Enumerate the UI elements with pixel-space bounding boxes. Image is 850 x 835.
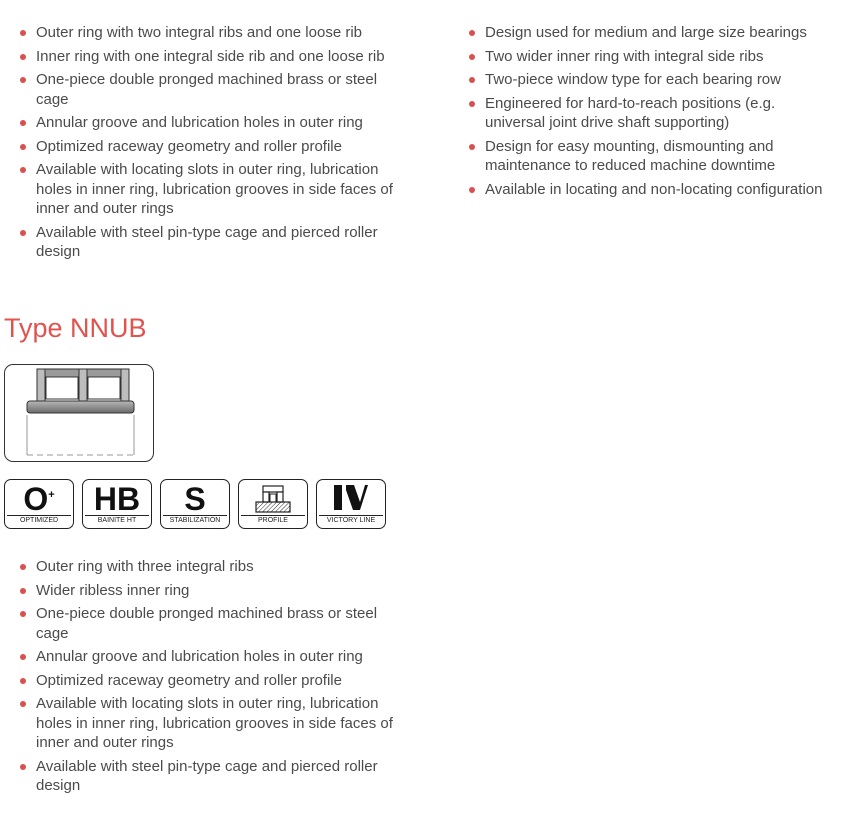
list-item: Available with steel pin-type cage and pierced roller design bbox=[4, 757, 404, 796]
feature-list-top-right bbox=[453, 23, 850, 203]
outer-rib-right bbox=[121, 369, 129, 401]
bullet-dot bbox=[20, 564, 26, 570]
bullet-dot bbox=[20, 144, 26, 150]
list-item: Outer ring with three integral ribs bbox=[4, 557, 404, 577]
bearing-drawing bbox=[5, 365, 152, 460]
optimized-icon: O+ bbox=[23, 481, 55, 517]
list-item: Available with steel pin-type cage and pierced roller design bbox=[4, 223, 404, 262]
victory-line-icon bbox=[317, 480, 384, 516]
bullet-dot bbox=[20, 764, 26, 770]
list-item: One-piece double pronged machined brass or steel cage bbox=[4, 604, 404, 643]
outer-rib-center bbox=[79, 369, 87, 401]
bullet-dot bbox=[20, 654, 26, 660]
bullet-dot bbox=[20, 611, 26, 617]
bullet-dot bbox=[20, 701, 26, 707]
outer-rib-left bbox=[37, 369, 45, 401]
list-item: Engineered for hard-to-reach positions (e.g. universal joint drive shaft supporting) bbox=[453, 94, 825, 133]
list-item: Annular groove and lubrication holes in outer ring bbox=[4, 647, 404, 667]
bainite-icon: HB bbox=[93, 481, 141, 517]
bullet-dot bbox=[20, 77, 26, 83]
list-item: Design used for medium and large size bearings bbox=[453, 23, 850, 43]
list-item: Available with locating slots in outer ring, lubrication holes in inner ring, lubrication grooves in side faces of inner and outer rings bbox=[4, 694, 404, 753]
badge-caption: STABILIZATION bbox=[163, 515, 227, 526]
bullet-dot bbox=[20, 167, 26, 173]
list-item: Wider ribless inner ring bbox=[4, 581, 404, 601]
bullet-dot bbox=[20, 120, 26, 126]
inner-ring bbox=[27, 401, 134, 413]
bullet-dot bbox=[20, 54, 26, 60]
list-item: Design for easy mounting, dismounting and maintenance to reduced machine downtime bbox=[453, 137, 825, 176]
bullet-dot bbox=[469, 144, 475, 150]
stabilization-icon: S bbox=[184, 481, 206, 517]
bullet-dot bbox=[20, 230, 26, 236]
bullet-dot bbox=[20, 30, 26, 36]
bullet-dot bbox=[469, 187, 475, 193]
list-item: Inner ring with one integral side rib and one loose rib bbox=[4, 47, 404, 67]
list-item: Optimized raceway geometry and roller profile bbox=[4, 671, 404, 691]
badge-caption: VICTORY LINE bbox=[319, 515, 383, 526]
optimized-badge bbox=[4, 479, 74, 529]
profile-icon bbox=[239, 480, 306, 516]
section-title: Type NNUB bbox=[4, 313, 147, 343]
list-item: Optimized raceway geometry and roller profile bbox=[4, 137, 404, 157]
bullet-dot bbox=[20, 588, 26, 594]
bullet-dot bbox=[20, 678, 26, 684]
feature-list-top-left bbox=[4, 23, 404, 266]
profile-badge bbox=[238, 479, 308, 529]
bullet-dot bbox=[469, 101, 475, 107]
feature-list-bottom bbox=[4, 557, 404, 800]
list-item: One-piece double pronged machined brass or steel cage bbox=[4, 70, 404, 109]
stabilization-badge bbox=[160, 479, 230, 529]
bainite-badge bbox=[82, 479, 152, 529]
list-item: Two wider inner ring with integral side ribs bbox=[453, 47, 850, 67]
list-item: Two-piece window type for each bearing row bbox=[453, 70, 850, 90]
list-item: Available in locating and non-locating configuration bbox=[453, 180, 850, 200]
badge-caption: OPTIMIZED bbox=[7, 515, 71, 526]
list-item: Annular groove and lubrication holes in outer ring bbox=[4, 113, 404, 133]
victory-line-badge bbox=[316, 479, 386, 529]
roller-left bbox=[46, 377, 78, 399]
badge-caption: PROFILE bbox=[241, 515, 305, 526]
bullet-dot bbox=[469, 54, 475, 60]
badge-caption: BAINITE HT bbox=[85, 515, 149, 526]
bearing-cross-section-diagram bbox=[4, 364, 154, 462]
list-item: Available with locating slots in outer ring, lubrication holes in inner ring, lubrication grooves in side faces of inner and outer rings bbox=[4, 160, 404, 219]
bullet-dot bbox=[469, 30, 475, 36]
roller-right bbox=[88, 377, 120, 399]
bullet-dot bbox=[469, 77, 475, 83]
list-item: Outer ring with two integral ribs and one loose rib bbox=[4, 23, 404, 43]
